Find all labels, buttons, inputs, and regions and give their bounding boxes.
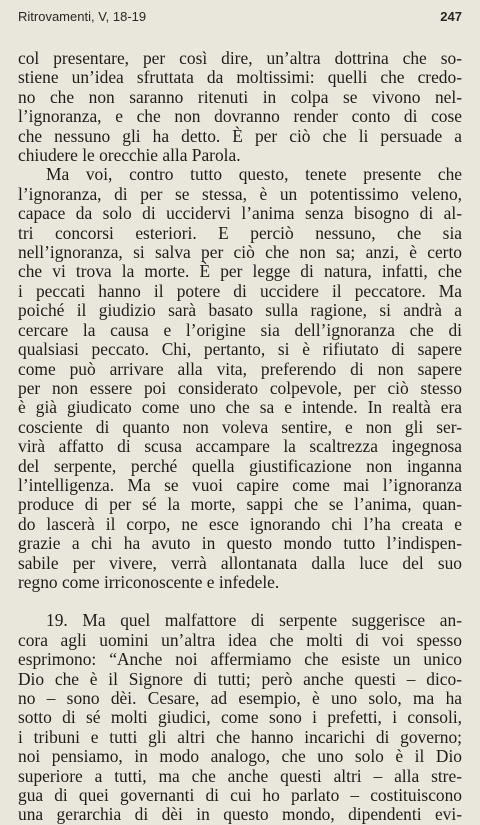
text-line: Dio che è il Signore di tutti; però anche questi – dico- [18, 668, 462, 689]
text-line: produce di per sé la morte, sappi che se l’anima, quan- [18, 494, 462, 515]
text-line: che nessuno gli ha detto. È per ciò che li persuade a [18, 125, 462, 146]
text-line: è già giudicato come uno che sa e intende. In realtà era [18, 397, 462, 418]
text-line: noi pensiamo, in modo analogo, che uno solo è il Dio [18, 746, 462, 767]
text-line: col presentare, per così dire, un’altra dottrina che so- [18, 48, 462, 68]
text-line: i peccati hanno il potere di uccidere il peccatore. Ma [18, 280, 462, 301]
text-line: cora agli uomini un’altra idea che molti di voi spesso [18, 629, 462, 650]
text-line: l’intelligenza. Ma se vuoi capire come mai l’ignoranza [18, 474, 462, 495]
text-line: del serpente, perché quella giustificazione non inganna [18, 455, 462, 476]
text-line: nell’ignoranza, si salva per ciò che non sa; anzi, è certo [18, 242, 462, 263]
text-line: come può arrivare alla vita, preferendo di non sapere [18, 358, 462, 379]
paragraph [18, 49, 462, 165]
text-line: cercare la causa e l’origine sia dell’ignoranza che di [18, 319, 462, 340]
text-line: una gerarchia di dèi in questo mondo, dipendenti evi- [18, 804, 462, 825]
paragraph [18, 165, 462, 592]
text-line: no – sono dèi. Cesare, ad esempio, è uno solo, ma ha [18, 688, 462, 708]
text-line: che vi trova la morte. È per legge di natura, infatti, che [18, 261, 462, 282]
page-number: 247 [440, 9, 462, 24]
text-line: tri concorsi esteriori. E perciò nessuno, che sia [18, 222, 462, 243]
text-line: chiudere le orecchie alla Parola. [18, 145, 241, 166]
text-line: Ma voi, contro tutto questo, tenete presente che [46, 164, 462, 185]
text-line: virà affatto di scusa accampare la scaltrezza ingegnosa [18, 436, 462, 457]
text-line: no che non saranno ritenuti in colpa se vivono nel- [18, 86, 462, 107]
text-line: cosciente di quanto non voleva sentire, e non gli ser- [18, 416, 462, 437]
text-line: do lascerà il corpo, ne esce ignorando chi l’ha creata e [18, 513, 462, 534]
paragraph [18, 611, 462, 824]
text-line: qualsiasi peccato. Chi, pertanto, si è rifiutato di sapere [18, 339, 462, 360]
text-line: sotto di sé molti giudici, come sono i prefetti, i consoli, [18, 707, 462, 728]
text-line: grazie a chi ha avuto in questo mondo tutto l’indispen- [18, 533, 462, 554]
text-line: capace da solo di uccidervi l’anima senza bisogno di al- [18, 203, 462, 224]
running-title: Ritrovamenti, V, 18-19 [18, 9, 147, 24]
text-line: sabile per vivere, verrà allontanata dalla luce del suo [18, 552, 462, 573]
text-line: per non essere poi considerato colpevole, per ciò stesso [18, 377, 462, 398]
running-header [18, 9, 462, 24]
text-line: 19. Ma quel malfattore di serpente suggerisce an- [46, 610, 462, 631]
page-body [18, 49, 462, 825]
paragraph-gap [18, 592, 462, 611]
text-line: stiene un’idea sfruttata da moltissimi: quelli che credo- [18, 67, 462, 88]
text-line: esprimono: “Anche noi affermiamo che esiste un unico [18, 649, 462, 670]
text-line: regno come irriconoscente e infedele. [18, 571, 280, 592]
text-line: gua di quei governanti di cui ho parlato – costituiscono [18, 785, 462, 806]
text-line: superiore a tutti, ma che anche questi altri – alla stre- [18, 765, 462, 786]
text-line: poiché il giudizio sarà basato sulla ragione, si andrà a [18, 300, 462, 321]
text-line: l’ignoranza, e che non dovranno render conto di cose [18, 106, 462, 127]
text-line: i tribuni e tutti gli altri che hanno incarichi di governo; [18, 726, 462, 747]
text-line: l’ignoranza, di per se stessa, è un potentissimo veleno, [18, 183, 462, 204]
